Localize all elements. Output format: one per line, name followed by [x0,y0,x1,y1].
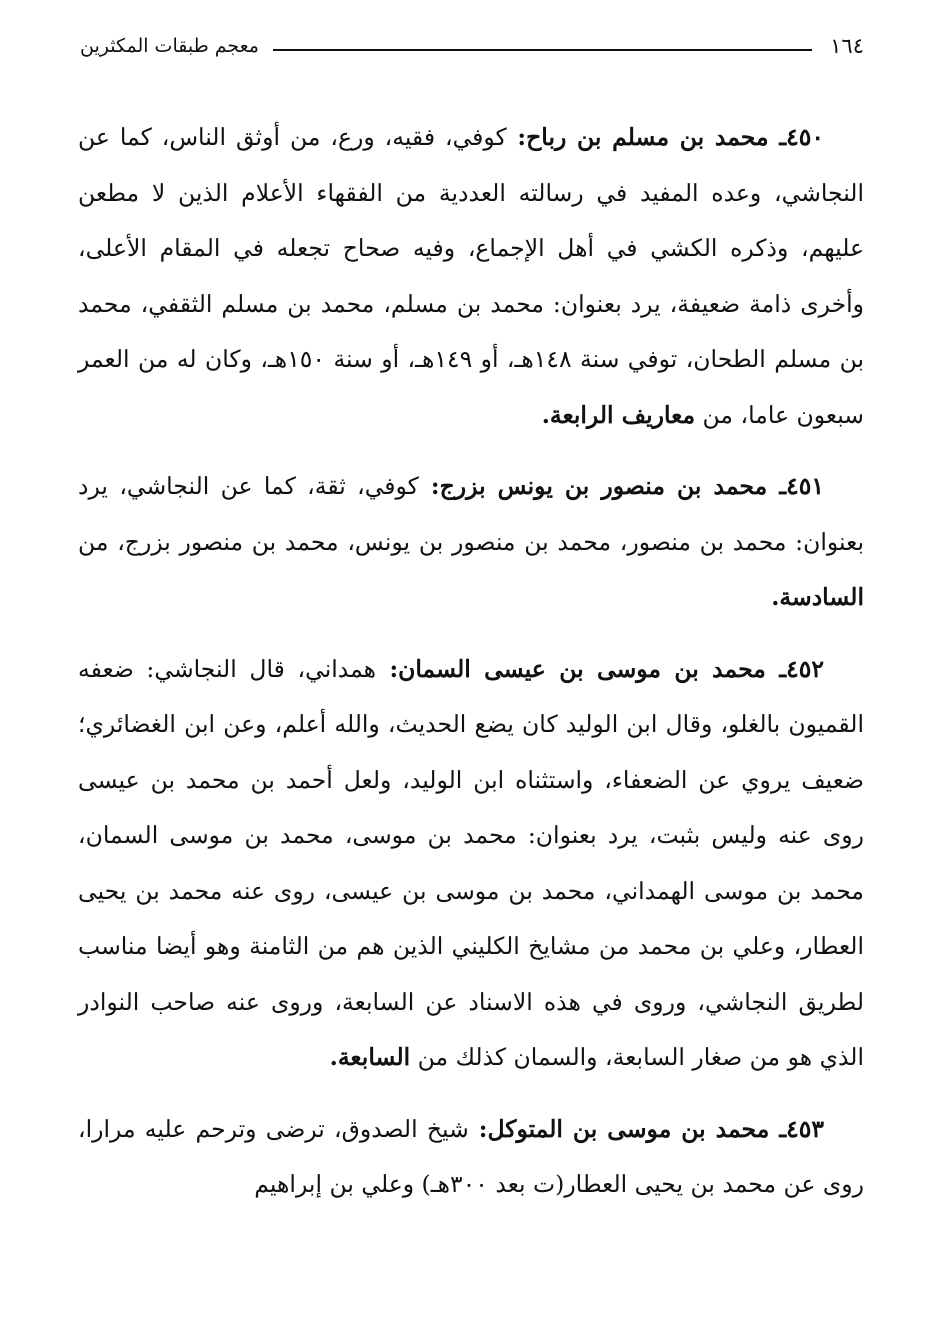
entry-450: ٤٥٠ـ محمد بن مسلم بن رباح: كوفي، فقيه، ورع، من أوثق الناس، كما عن النجاشي، وعده المفيد في رسالته العددية من الفقهاء الأعلام الذين لا مطعن عليهم، وذكره الكشي في أهل الإجماع، وفيه صحاح تجعله في المقام الأعلى، وأخرى ذامة ضعيفة، يرد بعنوان: محمد بن مسلم، محمد بن مسلم الثقفي، محمد بن مسلم الطحان، توفي سنة ١٤٨هـ، أو ١٤٩هـ، أو سنة ١٥٠هـ، وكان له من العمر سبعون عاما، من معاريف الرابعة. [78,123,865,429]
entry-body: همداني، قال النجاشي: ضعفه القميون بالغلو، وقال ابن الوليد كان يضع الحديث، والله أعلم، وعن ابن الغضائري؛ ضعيف يروي عن الضعفاء، واستثناه ابن الوليد، ولعل أحمد بن محمد بن عيسى روى عنه وليس بثبت، يرد بعنوان: محمد بن موسى، محمد بن موسى السمان، محمد بن موسى الهمداني، محمد بن موسى بن عيسى، روى عنه محمد بن يحيى العطار، وعلي بن محمد من مشايخ الكليني الذين هم من الثامنة وهو أيضا مناسب لطريق النجاشي، وروى في هذه الاسناد عن السابعة، وروى عنه صاحب النوادر الذي هو من صغار السابعة، والسمان كذلك من [78,654,864,1071]
page-header [80,28,864,64]
entry-452: ٤٥٢ـ محمد بن موسى بن عيسى السمان: همداني، قال النجاشي: ضعفه القميون بالغلو، وقال ابن الوليد كان يضع الحديث، والله أعلم، وعن ابن الغضائري؛ ضعيف يروي عن الضعفاء، واستثناه ابن الوليد، ولعل أحمد بن محمد بن عيسى روى عنه وليس بثبت، يرد بعنوان: محمد بن موسى، محمد بن موسى السمان، محمد بن موسى الهمداني، محمد بن موسى بن عيسى، روى عنه محمد بن يحيى العطار، وعلي بن محمد من مشايخ الكليني الذين هم من الثامنة وهو أيضا مناسب لطريق النجاشي، وروى في هذه الاسناد عن السابعة، وروى عنه صاحب النوادر الذي هو من صغار السابعة، والسمان كذلك من السابعة. [78,654,864,1071]
entry-number: ٤٥٢ [786,654,824,683]
entry-body: كوفي، فقيه، ورع، من أوثق الناس، كما عن النجاشي، وعده المفيد في رسالته العددية من الفقهاء الأعلام الذين لا مطعن عليهم، وذكره الكشي في أهل الإجماع، وفيه صحاح تجعله في المقام الأعلى، وأخرى ذامة ضعيفة، يرد بعنوان: محمد بن مسلم، محمد بن مسلم الثقفي، محمد بن مسلم الطحان، توفي سنة ١٤٨هـ، أو ١٤٩هـ، أو سنة ١٥٠هـ، وكان له من العمر سبعون عاما، من [78,123,865,429]
page-number: ١٦٤ [830,34,864,58]
entry-453: ٤٥٣ـ محمد بن موسى بن المتوكل: شيخ الصدوق، ترضى وترحم عليه مرارا، روى عن محمد بن يحيى العطار(ت بعد ٣٠٠هـ) وعلي بن إبراهيم [78,1114,864,1198]
entry-tabaqa: السادسة. [771,583,864,611]
entry-name: محمد بن مسلم بن رباح [526,123,769,151]
header-rule [273,49,812,51]
entry-tabaqa: السابعة. [329,1043,411,1071]
entry-number: ٤٥١ [786,472,824,500]
page-body [78,110,864,1229]
entry-name: محمد بن موسى بن عيسى السمان [398,654,766,683]
entry-tabaqa: معاريف الرابعة. [541,400,696,429]
entry-name: محمد بن موسى بن المتوكل [487,1114,770,1143]
entry-body: كوفي، ثقة، كما عن النجاشي، يرد بعنوان: محمد بن منصور، محمد بن منصور بن يونس، محمد بن منصور بزرج، من [78,472,864,556]
entry-number: ٤٥٣ [786,1114,824,1143]
entry-name: محمد بن منصور بن يونس بزرج [439,472,768,500]
entry-body: شيخ الصدوق، ترضى وترحم عليه مرارا، روى عن محمد بن يحيى العطار(ت بعد ٣٠٠هـ) وعلي بن إبراهيم [78,1114,864,1198]
entry-number: ٤٥٠ [786,123,825,151]
running-title: معجم طبقات المكثرين [80,35,259,57]
entry-451: ٤٥١ـ محمد بن منصور بن يونس بزرج: كوفي، ثقة، كما عن النجاشي، يرد بعنوان: محمد بن منصور، محمد بن منصور بن يونس، محمد بن منصور بزرج، من السادسة. [78,472,864,611]
